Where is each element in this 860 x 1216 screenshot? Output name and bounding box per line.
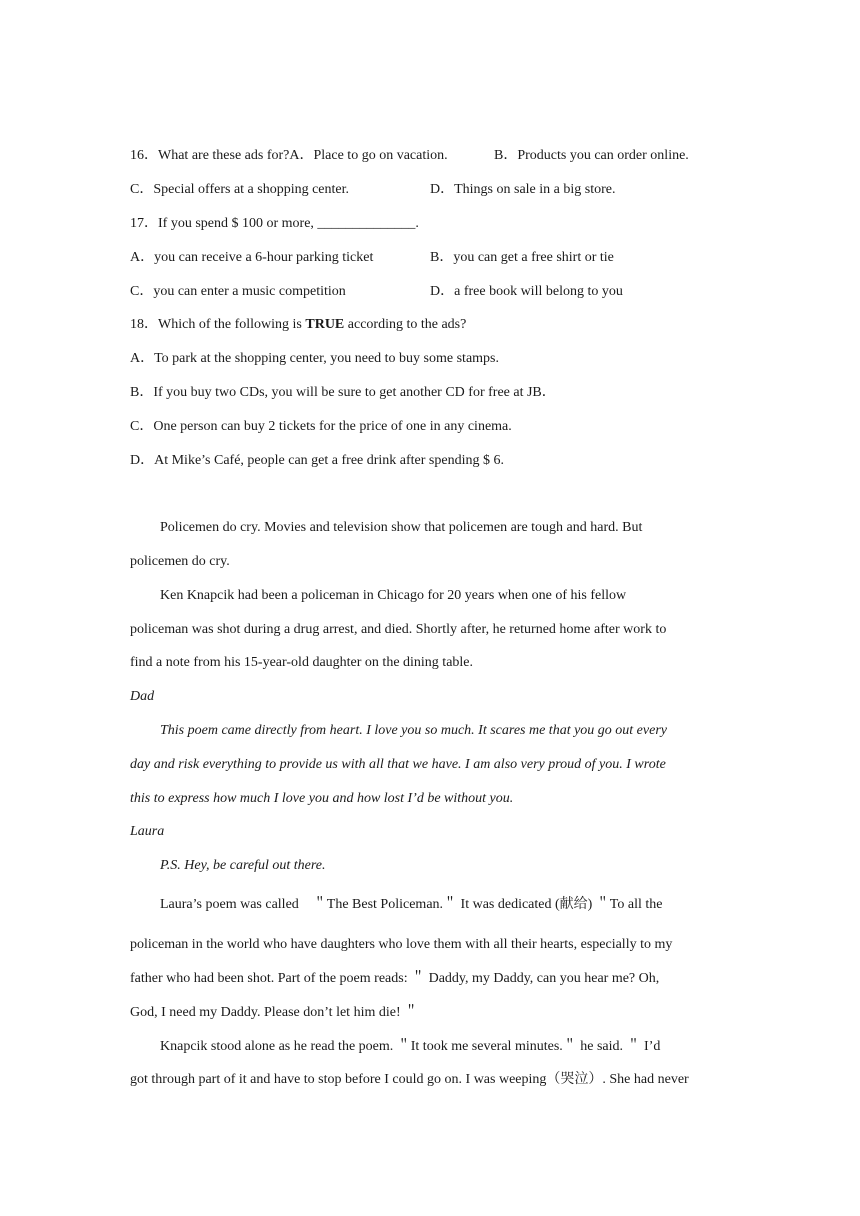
question-18-stem-bold: TRUE [305,317,345,332]
note-line2: day and risk everything to provide us with all that we have. I am also very proud of you. I wrote [130,757,666,772]
passage-p2-line3: find a note from his 15-year-old daughter on the dining table. [130,655,474,670]
passage-p3-line2: policeman in the world who have daughters who love them with all their hearts, especially to my [130,937,673,952]
passage-p2-line2: policeman was shot during a drug arrest, and died. Shortly after, he returned home after work to [130,622,667,637]
question-17-option-c: C．you can enter a music competition [130,284,346,299]
passage-p1-line1: Policemen do cry. Movies and television show that policemen are tough and hard. But [160,520,643,535]
question-17-option-d: D．a free book will belong to you [430,284,623,299]
note-line1: This poem came directly from heart. I love you so much. It scares me that you go out every [160,723,667,738]
question-18-option-d: D．At Mike’s Café, people can get a free drink after spending $ 6. [130,453,504,468]
passage-p2-line1: Ken Knapcik had been a policeman in Chicago for 20 years when one of his fellow [160,588,627,603]
question-18-stem-after: according to the ads? [344,317,467,332]
question-16-option-c: C．Special offers at a shopping center. [130,182,350,197]
question-18-option-c: C．One person can buy 2 tickets for the price of one in any cinema. [130,419,512,434]
question-18-stem-before: 18．Which of the following is [130,317,306,332]
question-16-option-d: D．Things on sale in a big store. [430,182,616,197]
passage-p1-line2: policemen do cry. [130,554,230,569]
question-17-option-b: B．you can get a free shirt or tie [430,250,614,265]
note-ps: P.S. Hey, be careful out there. [160,858,326,873]
passage-p3-line3: father who had been shot. Part of the poem reads: ＂ Daddy, my Daddy, can you hear me? Oh, [130,971,660,986]
question-16-stem: 16．What are these ads for?A．Place to go on vacation. [130,148,448,163]
passage-p4-line2: got through part of it and have to stop before I could go on. I was weeping（哭泣）. She had never [130,1072,689,1087]
question-17-option-a: A．you can receive a 6-hour parking ticket [130,250,374,265]
note-signature: Laura [130,824,165,839]
question-18-option-a: A．To park at the shopping center, you need to buy some stamps. [130,351,499,366]
question-17-stem: 17．If you spend $ 100 or more, ______________. [130,216,419,231]
passage-p3-line4: God, I need my Daddy. Please don’t let him die! ＂ [130,1005,419,1020]
passage-p3-line1: Laura’s poem was called ＂The Best Policeman.＂ It was dedicated (献给) ＂To all the [160,897,663,912]
question-16-option-b: B．Products you can order online. [494,148,689,163]
question-18-stem [130,316,466,334]
note-salutation: Dad [130,689,155,704]
passage-p4-line1: Knapcik stood alone as he read the poem. ＂It took me several minutes.＂ he said. ＂ I’d [160,1039,661,1054]
question-18-option-b: B．If you buy two CDs, you will be sure to get another CD for free at JB． [130,385,556,400]
note-line3: this to express how much I love you and how lost I’d be without you. [130,791,514,806]
